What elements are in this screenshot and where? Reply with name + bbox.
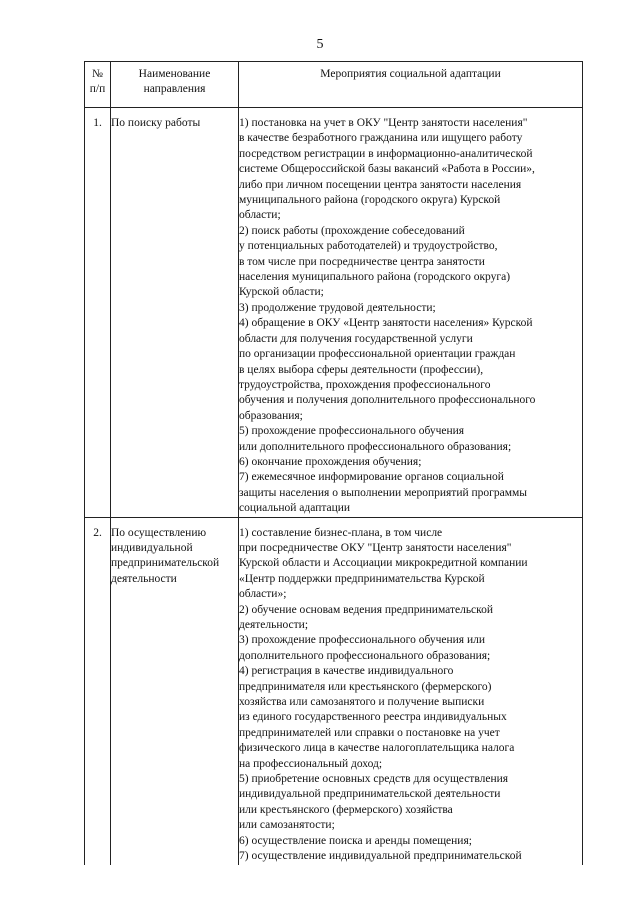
activity-line: 7) осуществление индивидуальной предпринимательской: [239, 850, 522, 863]
activity-line: из единого государственного реестра индивидуальных: [239, 711, 507, 724]
activity-line: дополнительного профессионального образования;: [239, 649, 491, 662]
table-row: [85, 517, 583, 864]
direction-line: По поиску работы: [111, 117, 201, 129]
row-activities: [239, 108, 583, 518]
activity-line: 1) составление бизнес-плана, в том числе: [239, 526, 443, 539]
activity-line: 6) окончание прохождения обучения;: [239, 455, 422, 468]
activity-line: 2) обучение основам ведения предпринимательской: [239, 603, 494, 616]
direction-line: индивидуальной: [111, 541, 193, 554]
activity-line: по организации профессиональной ориентации граждан: [239, 348, 516, 361]
activity-line: 2) поиск работы (прохождение собеседований: [239, 224, 465, 237]
activity-line: населения муниципального района (городского округа): [239, 271, 511, 284]
activity-line: предпринимателя или крестьянского (фермерского): [239, 680, 492, 693]
adaptation-measures-table: [84, 61, 583, 865]
activity-line: предпринимателей или справки о постановке на учет: [239, 726, 500, 739]
activity-line: 4) регистрация в качестве индивидуального: [239, 665, 454, 678]
activity-line: 3) продолжение трудовой деятельности;: [239, 301, 436, 314]
activity-line: или крестьянского (фермерского) хозяйства: [239, 803, 453, 816]
activity-line: 6) осуществление поиска и аренды помещения;: [239, 834, 472, 847]
activity-line: трудоустройства, прохождения профессионального: [239, 378, 491, 391]
row-number: [85, 108, 111, 518]
row-direction-lines: [111, 518, 238, 588]
row-activities-lines: [239, 518, 582, 865]
row-direction-lines: [111, 108, 238, 131]
activity-line: 7) ежемесячное информирование органов социальной: [239, 471, 504, 484]
activity-line: 1) постановка на учет в ОКУ "Центр занятости населения": [239, 117, 528, 129]
activity-line: области;: [239, 209, 281, 222]
activity-line: образования;: [239, 409, 303, 422]
header-activities-line: Мероприятия социальной адаптации: [320, 68, 501, 80]
activity-line: в качестве безработного гражданина или ищущего работу: [239, 132, 523, 145]
direction-line: деятельности: [111, 572, 177, 585]
header-direction: [111, 62, 239, 108]
activity-line: муниципального района (городского округа) Курской: [239, 194, 501, 207]
activity-line: у потенциальных работодателей) и трудоустройство,: [239, 240, 498, 253]
activity-line: 4) обращение в ОКУ «Центр занятости населения» Курской: [239, 317, 533, 330]
activity-line: Курской области и Ассоциации микрокредитной компании: [239, 557, 528, 570]
activity-line: на профессиональный доход;: [239, 757, 383, 770]
header-activities: [239, 62, 583, 108]
header-direction-line: направления: [143, 83, 206, 96]
row-activities: [239, 517, 583, 864]
row-direction: [111, 517, 239, 864]
activity-line: социальной адаптации: [239, 502, 351, 515]
activity-line: 5) прохождение профессионального обучения: [239, 425, 465, 438]
activity-line: в том числе при посредничестве центра занятости: [239, 255, 485, 268]
activity-line: посредством регистрации в информационно-аналитической: [239, 147, 533, 160]
activity-line: или самозанятости;: [239, 819, 335, 832]
activity-line: системе Общероссийской базы вакансий «Работа в России»,: [239, 163, 535, 176]
activity-line: области для получения государственной услуги: [239, 332, 473, 345]
activity-line: в целях выбора сферы деятельности (профессии),: [239, 363, 484, 376]
header-direction-line: Наименование: [138, 68, 211, 80]
header-number: [85, 62, 111, 108]
activity-line: при посредничестве ОКУ "Центр занятости населения": [239, 541, 512, 554]
activity-line: «Центр поддержки предпринимательства Курской: [239, 572, 485, 585]
row-activities-lines: [239, 108, 582, 517]
activity-line: защиты населения о выполнении мероприятий программы: [239, 486, 528, 499]
row-number: [85, 517, 111, 864]
activity-line: Курской области;: [239, 286, 324, 299]
header-number-line: №: [92, 68, 103, 80]
activity-line: или дополнительного профессионального образования;: [239, 440, 512, 453]
activity-line: области»;: [239, 588, 287, 601]
activity-line: либо при личном посещении центра занятости населения: [239, 178, 522, 191]
activity-line: 3) прохождение профессионального обучения или: [239, 634, 486, 647]
activity-line: физического лица в качестве налогоплательщика налога: [239, 742, 515, 755]
page-number: 5: [316, 37, 324, 52]
direction-line: предпринимательской: [111, 557, 220, 570]
row-direction: [111, 108, 239, 518]
row-number-text: 2.: [93, 526, 102, 539]
activity-line: обучения и получения дополнительного профессионального: [239, 394, 536, 407]
activity-line: деятельности;: [239, 619, 309, 631]
table-row: [85, 108, 583, 518]
table-header-row: [85, 62, 583, 108]
activity-line: хозяйства или самозанятого и получение выписки: [239, 696, 485, 709]
direction-line: По осуществлению: [111, 526, 207, 539]
activity-line: 5) приобретение основных средств для осуществления: [239, 773, 509, 786]
header-number-line: п/п: [89, 83, 106, 96]
row-number-text: 1.: [93, 117, 102, 129]
activity-line: индивидуальной предпринимательской деятельности: [239, 788, 501, 801]
